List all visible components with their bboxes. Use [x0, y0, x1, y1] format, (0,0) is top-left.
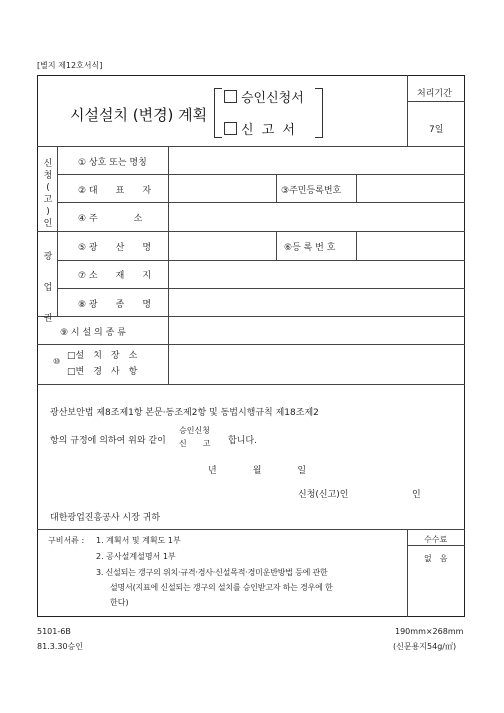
paper-type: (신문용지54g/㎡)	[393, 642, 457, 651]
application-option-label: 승인신청서	[241, 91, 304, 106]
registration-number-field[interactable]	[358, 233, 463, 258]
mine-name-field[interactable]	[170, 233, 274, 258]
fee-value: 없 음	[424, 554, 448, 563]
statement-line-2: 항의 규정에 의하여 위와 같이	[50, 436, 166, 446]
representative-label: ② 대 표 자	[78, 186, 152, 196]
addressee: 대한광업진흥공사 시장 귀하	[50, 513, 161, 523]
fee-label: 수수료	[424, 535, 448, 544]
required-document-2: 2. 공사설계설명서 1부	[96, 552, 176, 561]
form-number: [별지 제12호서식]	[37, 61, 103, 70]
required-documents-label: 구비서류 :	[48, 536, 85, 545]
statement-line-1: 광산보안법 제8조제1항 본문·동조제2항 및 동법시행규칙 제18조제2	[50, 408, 319, 418]
required-document-1: 1. 계획서 및 계획도 1부	[96, 536, 181, 545]
statement-option-report: 신 고	[179, 439, 211, 448]
address-field[interactable]	[170, 204, 463, 229]
report-option-label: 신 고 서	[241, 123, 297, 138]
applicant-section-label: 신 청 ( 고 ) 인	[43, 159, 53, 229]
mineral-type-field[interactable]	[170, 290, 463, 314]
date-line: 년 월 일	[208, 466, 307, 476]
statement-option-approval: 승인신청	[179, 426, 210, 435]
approval-date: 81.3.30승인	[37, 642, 83, 651]
required-document-3: 3. 신설되는 갱구의 위치·규격·경사·신설목적·경미운반방법 등에 관한	[96, 568, 328, 577]
application-option[interactable]	[224, 87, 304, 106]
address-label: ④ 주 소	[78, 214, 143, 224]
report-checkbox[interactable]	[224, 122, 237, 135]
required-document-3-cont-2: 한다)	[110, 598, 129, 607]
name-field[interactable]	[170, 148, 463, 172]
facility-detail-number: ⑩	[53, 357, 61, 366]
name-label: ① 상호 또는 명칭	[78, 158, 147, 168]
facility-type-field[interactable]	[170, 318, 463, 342]
location-field[interactable]	[170, 262, 463, 286]
form-code: 5101-6B	[37, 627, 71, 636]
seal-mark: 인	[412, 490, 421, 500]
signer-label: 신청(신고)인	[298, 490, 349, 500]
paper-size: 190mm×268mm	[395, 627, 464, 636]
title-bracket-left	[214, 88, 222, 138]
processing-period-label: 처리기간	[417, 89, 452, 99]
change-item-option[interactable]: □변 경 사 항	[67, 367, 138, 377]
mine-section-label: 광 업 권	[43, 252, 53, 324]
resident-number-label: ③주민등록번호	[281, 186, 342, 196]
install-place-option[interactable]: □설 치 장 소	[67, 351, 138, 361]
representative-field[interactable]	[170, 176, 274, 200]
title-bracket-right	[315, 88, 323, 138]
mine-name-label: ⑤ 광 산 명	[78, 243, 152, 253]
facility-detail-field[interactable]	[170, 346, 463, 382]
report-option[interactable]	[224, 119, 297, 138]
application-checkbox[interactable]	[224, 90, 237, 103]
location-label: ⑦ 소 재 지	[78, 271, 152, 281]
form-title: 시설설치 (변경) 계획	[70, 106, 208, 124]
statement-line-2-end: 합니다.	[228, 436, 257, 446]
registration-number-label: ⑥등 록 번 호	[284, 243, 336, 253]
resident-number-field[interactable]	[358, 176, 463, 200]
mineral-type-label: ⑧ 광 종 명	[78, 300, 152, 310]
required-document-3-cont-1: 설명서(지표에 신설되는 갱구의 설치를 승인받고자 하는 경우에 한	[110, 583, 333, 592]
processing-period-value: 7일	[429, 125, 444, 135]
facility-type-label: ⑨ 시 설 의 종 류	[60, 328, 126, 338]
